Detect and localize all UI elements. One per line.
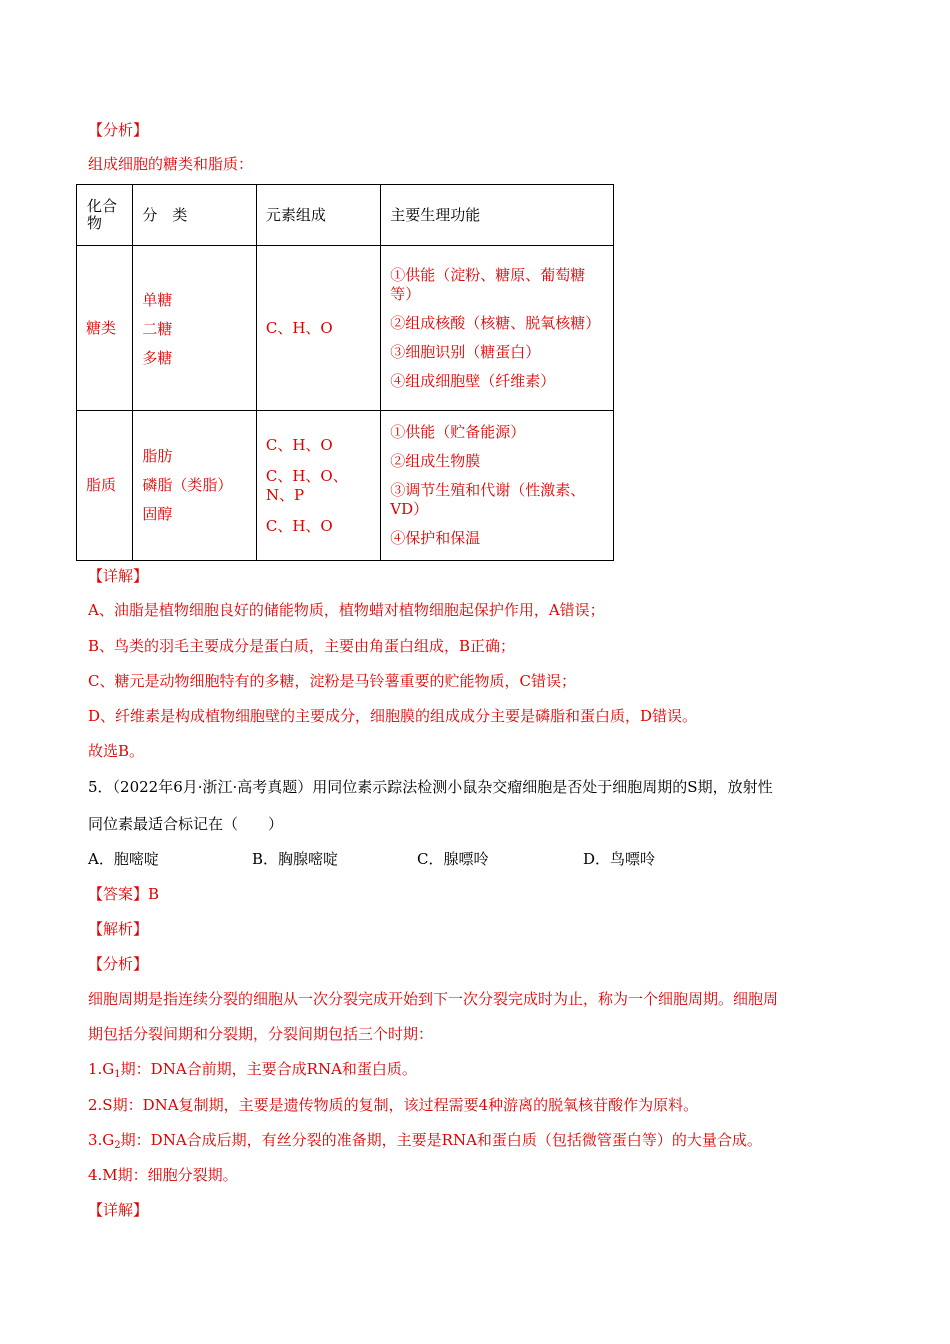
category-item: 磷脂（类脂）: [142, 476, 233, 494]
phase-sub: 2: [114, 1140, 121, 1151]
row-elements: [256, 411, 380, 561]
function-item: ③调节生殖和代谢（性激素、VD）: [390, 481, 586, 518]
row-functions: [381, 246, 614, 411]
header-elements: [256, 185, 380, 246]
element-item: C、H、O: [265, 435, 333, 454]
row-functions: [381, 411, 614, 561]
category-item: 二糖: [142, 320, 173, 338]
analysis-intro: 组成细胞的糖类和脂质：: [88, 155, 254, 173]
answer-label: 【答案】: [88, 885, 149, 903]
header-compound-text: 化合物: [87, 197, 118, 232]
detail-heading: 【详解】: [88, 567, 149, 585]
function-item: ③细胞识别（糖蛋白）: [390, 342, 541, 361]
row-categories: [133, 246, 257, 411]
answer-value: B: [148, 885, 160, 903]
analysis2-line: 期包括分裂间期和分裂期，分裂间期包括三个时期：: [88, 1025, 434, 1043]
function-item: ④组成细胞壁（纤维素）: [390, 371, 556, 390]
row-compound-text: 脂质: [86, 476, 117, 494]
header-functions-text: 主要生理功能: [390, 205, 481, 224]
phase-line: [88, 1165, 238, 1185]
sugar-lipid-table: [76, 184, 614, 561]
header-functions: [381, 185, 614, 246]
function-item: ①供能（贮备能源）: [390, 423, 526, 441]
header-category: [133, 185, 257, 246]
category-item: 多糖: [142, 349, 173, 367]
phase-line: [88, 1095, 698, 1115]
option-b: B．胸腺嘧啶: [252, 850, 339, 868]
option-d: D．鸟嘌呤: [583, 850, 656, 868]
category-item: 固醇: [142, 505, 173, 523]
detail2-heading: 【详解】: [88, 1201, 149, 1219]
option-a: A．胞嘧啶: [88, 850, 159, 868]
detail-line: C、糖元是动物细胞特有的多糖，淀粉是马铃薯重要的贮能物质，C错误；: [88, 672, 576, 690]
table-row: [77, 411, 614, 561]
header-elements-text: 元素组成: [265, 205, 326, 224]
option-c: C．腺嘌呤: [417, 850, 489, 868]
category-item: 脂肪: [142, 447, 173, 465]
analysis2-heading: 【分析】: [88, 955, 149, 973]
phase-text: 期：细胞分裂期。: [117, 1166, 238, 1184]
detail-conclusion: 故选B。: [88, 742, 145, 760]
function-item: ②组成核酸（核糖、脱氧核糖）: [390, 313, 601, 332]
analysis2-line: 细胞周期是指连续分裂的细胞从一次分裂完成开始到下一次分裂完成时为止，称为一个细胞周期。细胞周: [88, 990, 779, 1008]
header-category-text: 分 类: [142, 205, 188, 224]
phase-prefix: 2.S: [88, 1096, 113, 1114]
function-item: ④保护和保温: [390, 529, 481, 547]
element-item: C、H、O: [265, 516, 333, 535]
answer-line: [88, 884, 159, 904]
phase-line: [88, 1059, 417, 1082]
table-row: [77, 246, 614, 411]
phase-text: 期：DNA合前期，主要合成RNA和蛋白质。: [120, 1060, 417, 1078]
row-categories: [133, 411, 257, 561]
header-compound: [77, 185, 133, 246]
phase-prefix: 4.M: [88, 1166, 118, 1184]
category-item: 单糖: [142, 291, 173, 309]
row-compound: [77, 246, 133, 411]
question-stem-cont: 同位素最适合标记在（ ）: [88, 815, 284, 833]
phase-sub: 1: [114, 1069, 121, 1080]
function-item: ①供能（淀粉、糖原、葡萄糖等）: [390, 265, 586, 303]
detail-line: D、纤维素是构成植物细胞壁的主要成分，细胞膜的组成成分主要是磷脂和蛋白质，D错误。: [88, 707, 698, 725]
row-compound-text: 糖类: [86, 318, 117, 337]
phase-text: 期：DNA复制期，主要是遗传物质的复制，该过程需要4种游离的脱氧核苷酸作为原料。: [112, 1096, 699, 1114]
detail-line: A、油脂是植物细胞良好的储能物质，植物蜡对植物细胞起保护作用，A错误；: [88, 601, 605, 619]
element-item: C、H、O、N、P: [265, 466, 348, 504]
detail-line: B、鸟类的羽毛主要成分是蛋白质，主要由角蛋白组成，B正确；: [88, 637, 516, 655]
phase-prefix: 1.G: [88, 1060, 115, 1078]
phase-line: [88, 1130, 762, 1153]
row-compound: [77, 411, 133, 561]
function-item: ②组成生物膜: [390, 452, 481, 470]
phase-text: 期：DNA合成后期，有丝分裂的准备期，主要是RNA和蛋白质（包括微管蛋白等）的大量合成。: [120, 1131, 762, 1149]
analysis-heading: 【分析】: [88, 121, 149, 139]
row-elements: [256, 246, 380, 411]
explain-heading: 【解析】: [88, 920, 149, 938]
question-stem: 5．（2022年6月·浙江·高考真题）用同位素示踪法检测小鼠杂交瘤细胞是否处于细胞周期的S期，放射性: [88, 778, 773, 796]
element-item: C、H、O: [265, 318, 333, 337]
phase-prefix: 3.G: [88, 1131, 115, 1149]
